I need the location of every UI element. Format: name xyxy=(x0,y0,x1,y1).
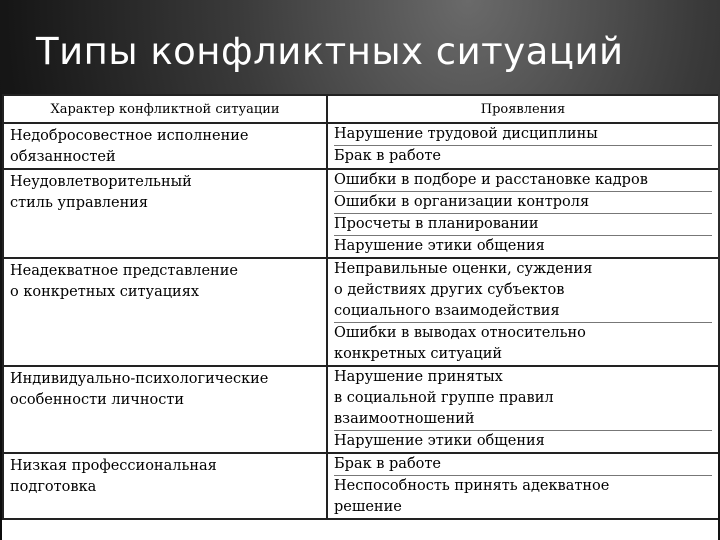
cause-cell xyxy=(3,169,327,258)
manifestation-text: Неспособность принять адекватное xyxy=(334,478,610,494)
cause-text: стиль управления xyxy=(10,195,149,211)
cause-text: о конкретных ситуациях xyxy=(10,284,200,300)
manifestation-text: Нарушение этики общения xyxy=(334,433,545,449)
manifestation-text: социального взаимодействия xyxy=(334,303,560,319)
cause-text: Недобросовестное исполнение xyxy=(10,128,249,144)
manifestation-text: Брак в работе xyxy=(334,456,442,472)
conflict-types-table xyxy=(2,94,718,520)
header-cause: Характер конфликтной ситуации xyxy=(3,95,327,123)
manifestations-cell xyxy=(327,366,718,453)
manifestation-text: Ошибки в выводах относительно xyxy=(334,325,586,341)
manifestation-text: Ошибки в подборе и расстановке кадров xyxy=(334,172,648,188)
manifestation-item xyxy=(334,431,712,452)
cause-cell xyxy=(3,366,327,453)
manifestation-item xyxy=(334,236,712,257)
manifestation-item xyxy=(334,367,712,431)
manifestation-item xyxy=(334,192,712,214)
manifestation-item xyxy=(334,146,712,167)
manifestation-item xyxy=(334,214,712,236)
manifestation-text: Нарушение принятых xyxy=(334,369,503,385)
cause-text: Неудовлетворительный xyxy=(10,174,192,190)
manifestations-cell xyxy=(327,169,718,258)
manifestations-cell xyxy=(327,453,718,519)
manifestation-text: Нарушение этики общения xyxy=(334,238,545,254)
header-manifestations: Проявления xyxy=(327,95,718,123)
manifestation-item xyxy=(334,476,712,518)
manifestations-cell xyxy=(327,258,718,366)
manifestation-text: Ошибки в организации контроля xyxy=(334,194,590,210)
manifestation-item xyxy=(334,170,712,192)
cause-text: Неадекватное представление xyxy=(10,263,238,279)
manifestation-text: Брак в работе xyxy=(334,148,442,164)
manifestation-text: в социальной группе правил xyxy=(334,390,554,406)
cause-cell xyxy=(3,453,327,519)
manifestation-text: Нарушение трудовой дисциплины xyxy=(334,126,598,142)
manifestation-item xyxy=(334,259,712,323)
conflict-types-table-container xyxy=(2,94,718,540)
manifestation-text: о действиях других субъектов xyxy=(334,282,565,298)
manifestation-item xyxy=(334,454,712,476)
table-row xyxy=(3,123,718,169)
manifestations-cell xyxy=(327,123,718,169)
manifestation-text: Просчеты в планировании xyxy=(334,216,539,232)
table-header-row xyxy=(3,95,718,123)
manifestation-item xyxy=(334,323,712,365)
cause-text: обязанностей xyxy=(10,149,116,165)
manifestation-text: Неправильные оценки, суждения xyxy=(334,261,593,277)
table-row xyxy=(3,258,718,366)
manifestation-item xyxy=(334,124,712,146)
cause-cell xyxy=(3,258,327,366)
manifestation-text: решение xyxy=(334,499,402,515)
cause-cell xyxy=(3,123,327,169)
table-row xyxy=(3,169,718,258)
table-body xyxy=(3,123,718,519)
cause-text: подготовка xyxy=(10,479,97,495)
cause-text: особенности личности xyxy=(10,392,185,408)
cause-text: Низкая профессиональная xyxy=(10,458,217,474)
table-row xyxy=(3,366,718,453)
slide-title: Типы конфликтных ситуаций xyxy=(36,30,624,73)
table-row xyxy=(3,453,718,519)
manifestation-text: взаимоотношений xyxy=(334,411,475,427)
cause-text: Индивидуально-психологические xyxy=(10,371,269,387)
manifestation-text: конкретных ситуаций xyxy=(334,346,503,362)
